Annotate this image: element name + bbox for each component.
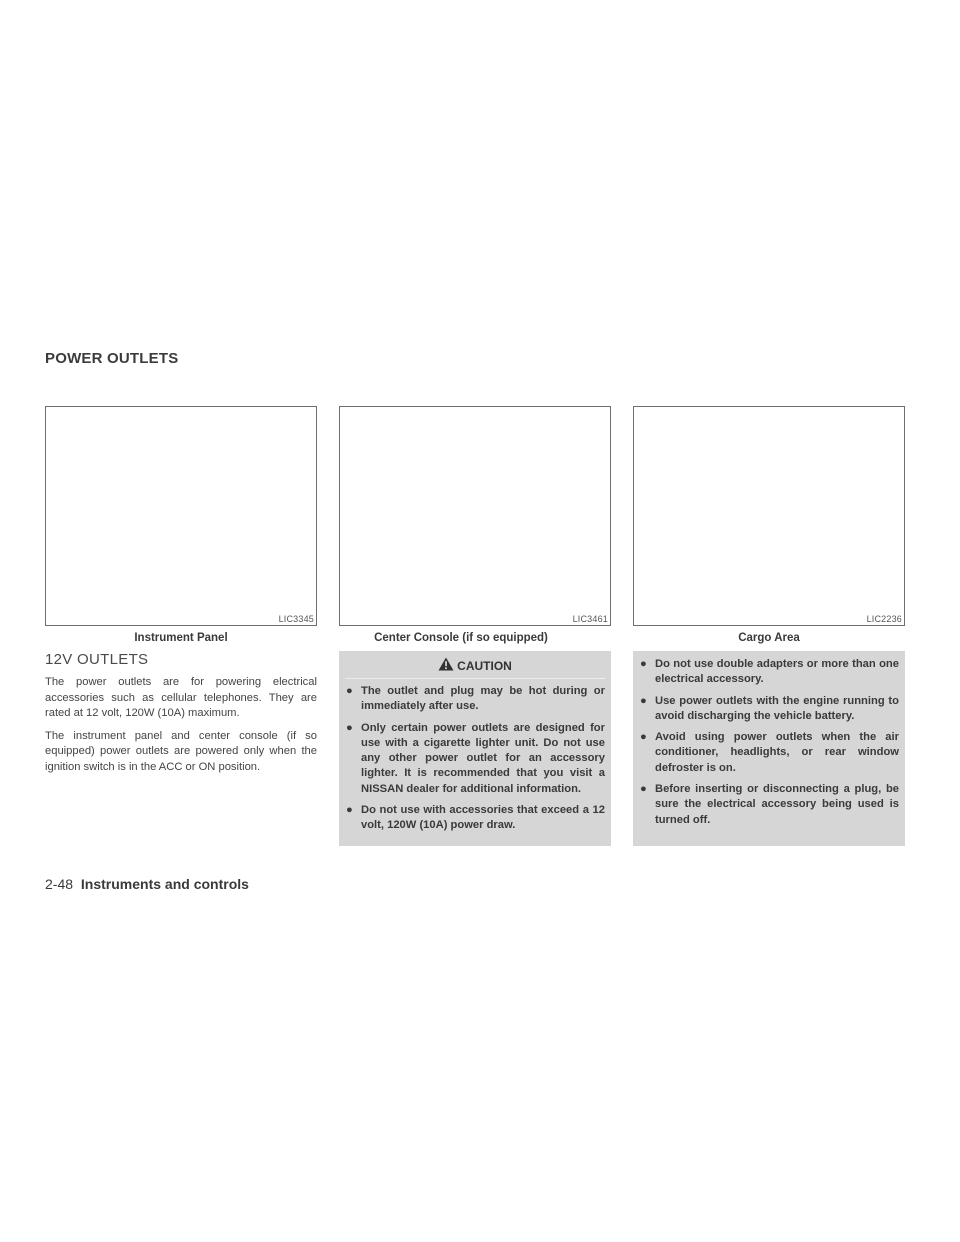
bullet-icon: ●: [346, 685, 353, 697]
list-item: ● Do not use with accessories that exceed a 12 volt, 120W (10A) power draw.: [346, 804, 605, 832]
paragraph: The instrument panel and center console (if so equipped) power outlets are powered only when the ignition switch is in the ACC or ON position.: [45, 729, 317, 773]
caution-list: [345, 684, 605, 834]
subheading: 12V OUTLETS: [45, 651, 149, 668]
figure-cargo-area: [633, 406, 905, 626]
bullet-icon: ●: [640, 731, 647, 744]
figure-code: LIC3461: [572, 614, 608, 624]
caution-box: [339, 651, 611, 846]
list-item: ● Before inserting or disconnecting a plug, be sure the electrical accessory being used is turned off.: [640, 783, 899, 826]
caution-label: CAUTION: [457, 658, 512, 673]
list-item: ● Only certain power outlets are designed for use with a cigarette lighter unit. Do not use any other power outlet for an accessory lighter. It is recommended that you visit a NISSAN dealer for additional information.: [346, 721, 605, 795]
figure-caption: Instrument Panel: [134, 632, 228, 644]
paragraph: The power outlets are for powering electrical accessories such as cellular telephones. They are rated at 12 volt, 120W (10A) maximum.: [45, 676, 317, 719]
figure-caption: Cargo Area: [738, 632, 800, 644]
caution-box-continued: [633, 651, 905, 846]
caution-list: [639, 657, 899, 828]
figure-code: LIC3345: [278, 614, 314, 624]
list-item: ● The outlet and plug may be hot during or immediately after use.: [346, 685, 605, 713]
figure-code: LIC2236: [866, 614, 902, 624]
list-item: ● Use power outlets with the engine running to avoid discharging the vehicle battery.: [640, 694, 899, 722]
page-footer: [45, 876, 249, 892]
bullet-icon: ●: [640, 658, 647, 670]
figure-instrument-panel: [45, 406, 317, 626]
caution-title: [345, 657, 605, 679]
figure-caption: Center Console (if so equipped): [374, 632, 548, 644]
list-item: ● Do not use double adapters or more than one electrical accessory.: [640, 658, 899, 686]
page-number: 2-48: [45, 876, 74, 892]
bullet-icon: ●: [346, 721, 353, 734]
warning-triangle-icon: [438, 657, 454, 674]
figure-center-console: [339, 406, 611, 626]
bullet-icon: ●: [346, 804, 353, 817]
bullet-icon: ●: [640, 783, 647, 796]
chapter-title: Instruments and controls: [80, 876, 249, 892]
bullet-icon: ●: [640, 694, 647, 707]
list-item: ● Avoid using power outlets when the air conditioner, headlights, or rear window defroster is on.: [640, 731, 899, 774]
body-text: [45, 675, 317, 782]
section-heading: POWER OUTLETS: [45, 350, 179, 367]
